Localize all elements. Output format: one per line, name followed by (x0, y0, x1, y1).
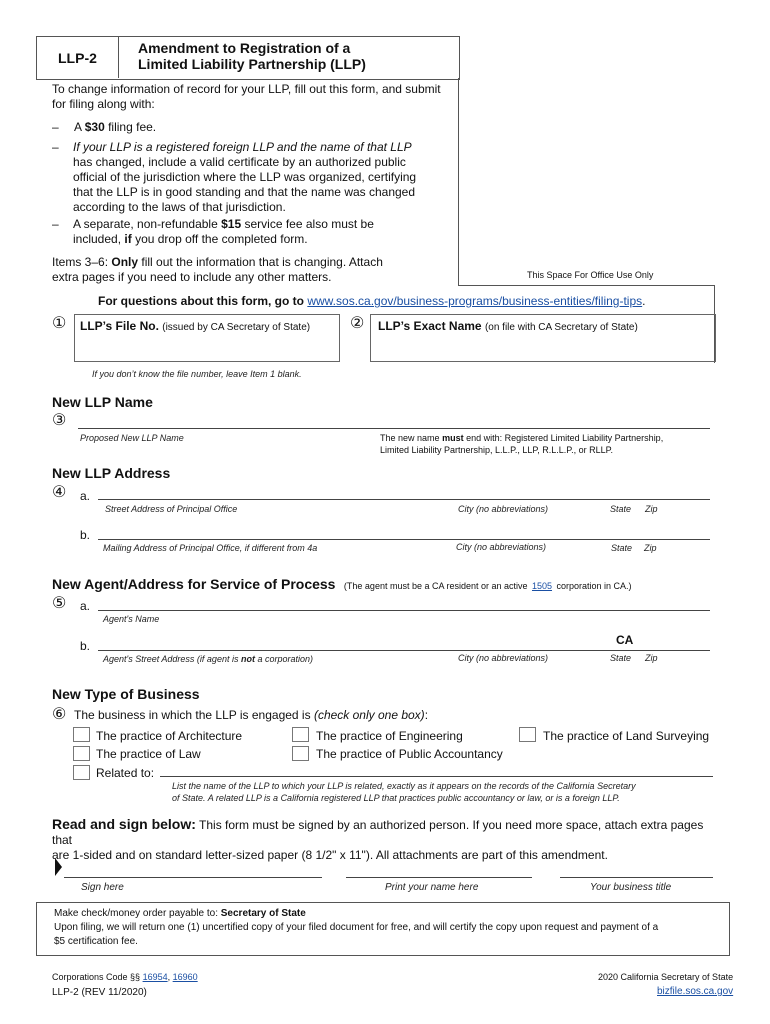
item5b-city-label: City (no abbreviations) (458, 653, 549, 663)
item3-rule-line2: Limited Liability Partnership, L.L.P., LLP, R.L.L.P., or RLLP. (380, 445, 613, 455)
form-title-line1: Amendment to Registration of a (138, 40, 351, 56)
sign-heading: Read and sign below: (52, 816, 196, 832)
bullet-foreign (52, 140, 59, 155)
service-fee-pre: A separate, non-refundable (73, 217, 218, 231)
engineering-label: The practice of Engineering (316, 729, 463, 743)
item2-number: ② (350, 315, 365, 332)
code-16960-link[interactable]: 16960 (172, 972, 198, 982)
payment-line1 (54, 907, 724, 921)
service-fee-line2 (73, 232, 445, 247)
print-name-label: Print your name here (385, 882, 479, 893)
items-note-pre: Items 3–6: (52, 255, 109, 269)
dash: – (52, 217, 59, 231)
related-note-line1: List the name of the LLP to which your LLP is related, exactly as it appears on the records of the California Secretary (172, 781, 636, 791)
item1-note: (issued by CA Secretary of State) (162, 322, 311, 333)
item3-number: ③ (52, 412, 67, 429)
footer-copyright: 2020 California Secretary of State (598, 972, 734, 982)
item4-number: ④ (52, 484, 67, 501)
agent-state-value: CA (616, 633, 634, 647)
foreign-line2: has changed, include a valid certificate by an authorized public (73, 155, 406, 169)
payment-text (54, 907, 724, 949)
filing-tips-link[interactable]: www.sos.ca.gov/business-programs/business-entities/filing-tips (307, 294, 643, 308)
questions-post: . (642, 294, 646, 308)
related-llp-field[interactable] (160, 763, 713, 777)
architecture-checkbox[interactable] (73, 727, 90, 742)
sign-instructions (52, 817, 722, 863)
item3-heading: New LLP Name (52, 394, 153, 410)
signature-field[interactable] (64, 864, 322, 878)
related-note (172, 780, 636, 804)
item6-heading: New Type of Business (52, 686, 200, 702)
bullet-fee (52, 120, 156, 135)
item3-caption: Proposed New LLP Name (80, 433, 184, 443)
item5a-name-label: Agent's Name (103, 614, 160, 624)
bullet-fee-pre: A (74, 120, 82, 134)
bullet-fee-amount: $30 (84, 120, 105, 134)
item3-rule (380, 432, 663, 456)
corp-1505-link[interactable]: 1505 (531, 581, 553, 591)
item4b-letter: b. (80, 528, 91, 542)
service-fee-line1 (73, 217, 445, 232)
item1-label (80, 319, 310, 333)
print-name-field[interactable] (346, 864, 532, 878)
office-use-frame (458, 285, 714, 286)
item5b-street-not: not (240, 654, 255, 664)
item5b-letter: b. (80, 639, 91, 653)
dash: – (52, 120, 59, 134)
item4a-zip-label: Zip (645, 504, 658, 514)
related-checkbox[interactable] (73, 765, 90, 780)
footer-code-pre: Corporations Code §§ (52, 972, 141, 982)
item5b-street-post: a corporation) (257, 654, 314, 664)
item6-prompt-italic: (check only one box) (313, 708, 425, 722)
foreign-line4: that the LLP is in good standing and that the name was changed (73, 185, 416, 199)
item3-rule-post: end with: Registered Limited Liability Partnership, (466, 433, 664, 443)
dash: – (52, 140, 59, 154)
surveying-checkbox[interactable] (519, 727, 536, 742)
item4b-street-label: Mailing Address of Principal Office, if different from 4a (103, 543, 318, 553)
footer-site-link[interactable]: bizfile.sos.ca.gov (657, 986, 734, 997)
item5-heading: New Agent/Address for Service of Process (52, 576, 336, 592)
principal-address-field[interactable] (98, 486, 710, 500)
bullet-service-fee (52, 217, 59, 232)
office-use-label: This Space For Office Use Only (527, 270, 654, 280)
item2-label (378, 319, 638, 333)
payment-payee: Secretary of State (220, 908, 306, 919)
architecture-label: The practice of Architecture (96, 729, 243, 743)
accountancy-label: The practice of Public Accountancy (316, 747, 503, 761)
payment-line2: Upon filing, we will return one (1) uncertified copy of your filed document for free, and will certify the copy upon request and payment of a (54, 922, 659, 933)
item1-number: ① (52, 315, 67, 332)
bullet-foreign-text (73, 140, 445, 215)
item5-note-pre: (The agent must be a CA resident or an active (343, 581, 528, 591)
engineering-checkbox[interactable] (292, 727, 309, 742)
items-note-only: Only (111, 255, 139, 269)
items-note-line2: extra pages if you need to include any other matters. (52, 270, 332, 284)
service-fee-if: if (124, 232, 132, 246)
code-16954-link[interactable]: 16954 (142, 972, 168, 982)
item4b-state-label: State (611, 543, 633, 553)
item1-help: If you don’t know the file number, leave Item 1 blank. (92, 369, 302, 379)
intro-frame (458, 78, 459, 285)
form-title-line2: Limited Liability Partnership (LLP) (138, 56, 366, 72)
item4a-street-label: Street Address of Principal Office (105, 504, 238, 514)
footer-rev: LLP-2 (REV 11/2020) (52, 987, 147, 998)
item5-note-post: corporation in CA.) (556, 581, 632, 591)
business-title-label: Your business title (590, 882, 672, 893)
item6-prompt (74, 708, 428, 723)
payment-line3: $5 certification fee. (54, 936, 138, 947)
footer-code-sep: , (167, 972, 171, 982)
sign-here-label: Sign here (81, 882, 124, 893)
item5b-zip-label: Zip (645, 653, 658, 663)
foreign-line1: If your LLP is a registered foreign LLP and the name of that LLP (73, 140, 412, 154)
item3-rule-must: must (442, 433, 464, 443)
items-note (52, 255, 442, 285)
service-fee-post: service fee also must be (244, 217, 374, 231)
item6-prompt-pre: The business in which the LLP is engaged is (74, 708, 311, 722)
item4b-zip-label: Zip (644, 543, 657, 553)
item6-prompt-post: : (424, 708, 429, 722)
item1-title: LLP’s File No. (80, 319, 159, 333)
item5a-letter: a. (80, 599, 91, 613)
questions-line (98, 294, 646, 308)
item4a-state-label: State (610, 504, 632, 514)
service-fee-line2-pre: included, (73, 232, 122, 246)
service-fee-line2-post: you drop off the completed form. (135, 232, 308, 246)
accountancy-checkbox[interactable] (292, 746, 309, 761)
item5b-street-label (103, 654, 313, 664)
business-title-field[interactable] (560, 864, 713, 878)
sign-line2: are 1-sided and on standard letter-sized paper (8 1/2" x 11"). All attachments are part of this amendment. (52, 848, 608, 862)
item4a-letter: a. (80, 489, 91, 503)
item3-rule-line1 (380, 432, 663, 444)
item5b-state-label: State (610, 653, 632, 663)
related-note-line2: of State. A related LLP is a California registered LLP that practices public accountancy or law, or is a foreign LLP. (172, 793, 620, 803)
law-label: The practice of Law (96, 747, 201, 761)
item3-rule-pre: The new name (380, 433, 440, 443)
new-llp-name-field[interactable] (78, 414, 710, 429)
items-note-post: fill out the information that is changing. Attach (141, 255, 383, 269)
items-note-line1 (52, 255, 442, 270)
item2-title: LLP’s Exact Name (378, 319, 482, 333)
foreign-line5: according to the laws of that jurisdiction. (73, 200, 286, 214)
item5-number: ⑤ (52, 595, 67, 612)
service-fee-amount: $15 (221, 217, 242, 231)
bullet-fee-post: filing fee. (108, 120, 157, 134)
form-code: LLP-2 (58, 50, 97, 66)
mailing-address-field[interactable] (98, 526, 710, 540)
item5-heading-row (52, 576, 632, 594)
related-label: Related to: (96, 766, 155, 780)
payment-pre: Make check/money order payable to: (54, 908, 218, 919)
item5b-street-pre: Agent's Street Address (if agent is (103, 654, 239, 664)
questions-pre: For questions about this form, go to (98, 294, 304, 308)
footer-code (52, 972, 198, 982)
item4b-city-label: City (no abbreviations) (456, 542, 547, 552)
law-checkbox[interactable] (73, 746, 90, 761)
sign-arrow-icon (55, 858, 62, 876)
item4-heading: New LLP Address (52, 465, 171, 481)
item6-number: ⑥ (52, 706, 67, 723)
bullet-service-fee-text (73, 217, 445, 247)
foreign-line3: official of the jurisdiction where the LLP was organized, certifying (73, 170, 417, 184)
sign-line1-text: This form must be signed by an authorized person. If you need more space, attach extra pages that (52, 818, 704, 847)
agent-name-field[interactable] (98, 597, 710, 611)
surveying-label: The practice of Land Surveying (543, 729, 710, 743)
item2-note: (on file with CA Secretary of State) (484, 322, 638, 333)
sign-line1 (52, 817, 722, 848)
item4a-city-label: City (no abbreviations) (458, 504, 549, 514)
intro-paragraph: To change information of record for your LLP, fill out this form, and submit for filing along with: (52, 82, 441, 111)
